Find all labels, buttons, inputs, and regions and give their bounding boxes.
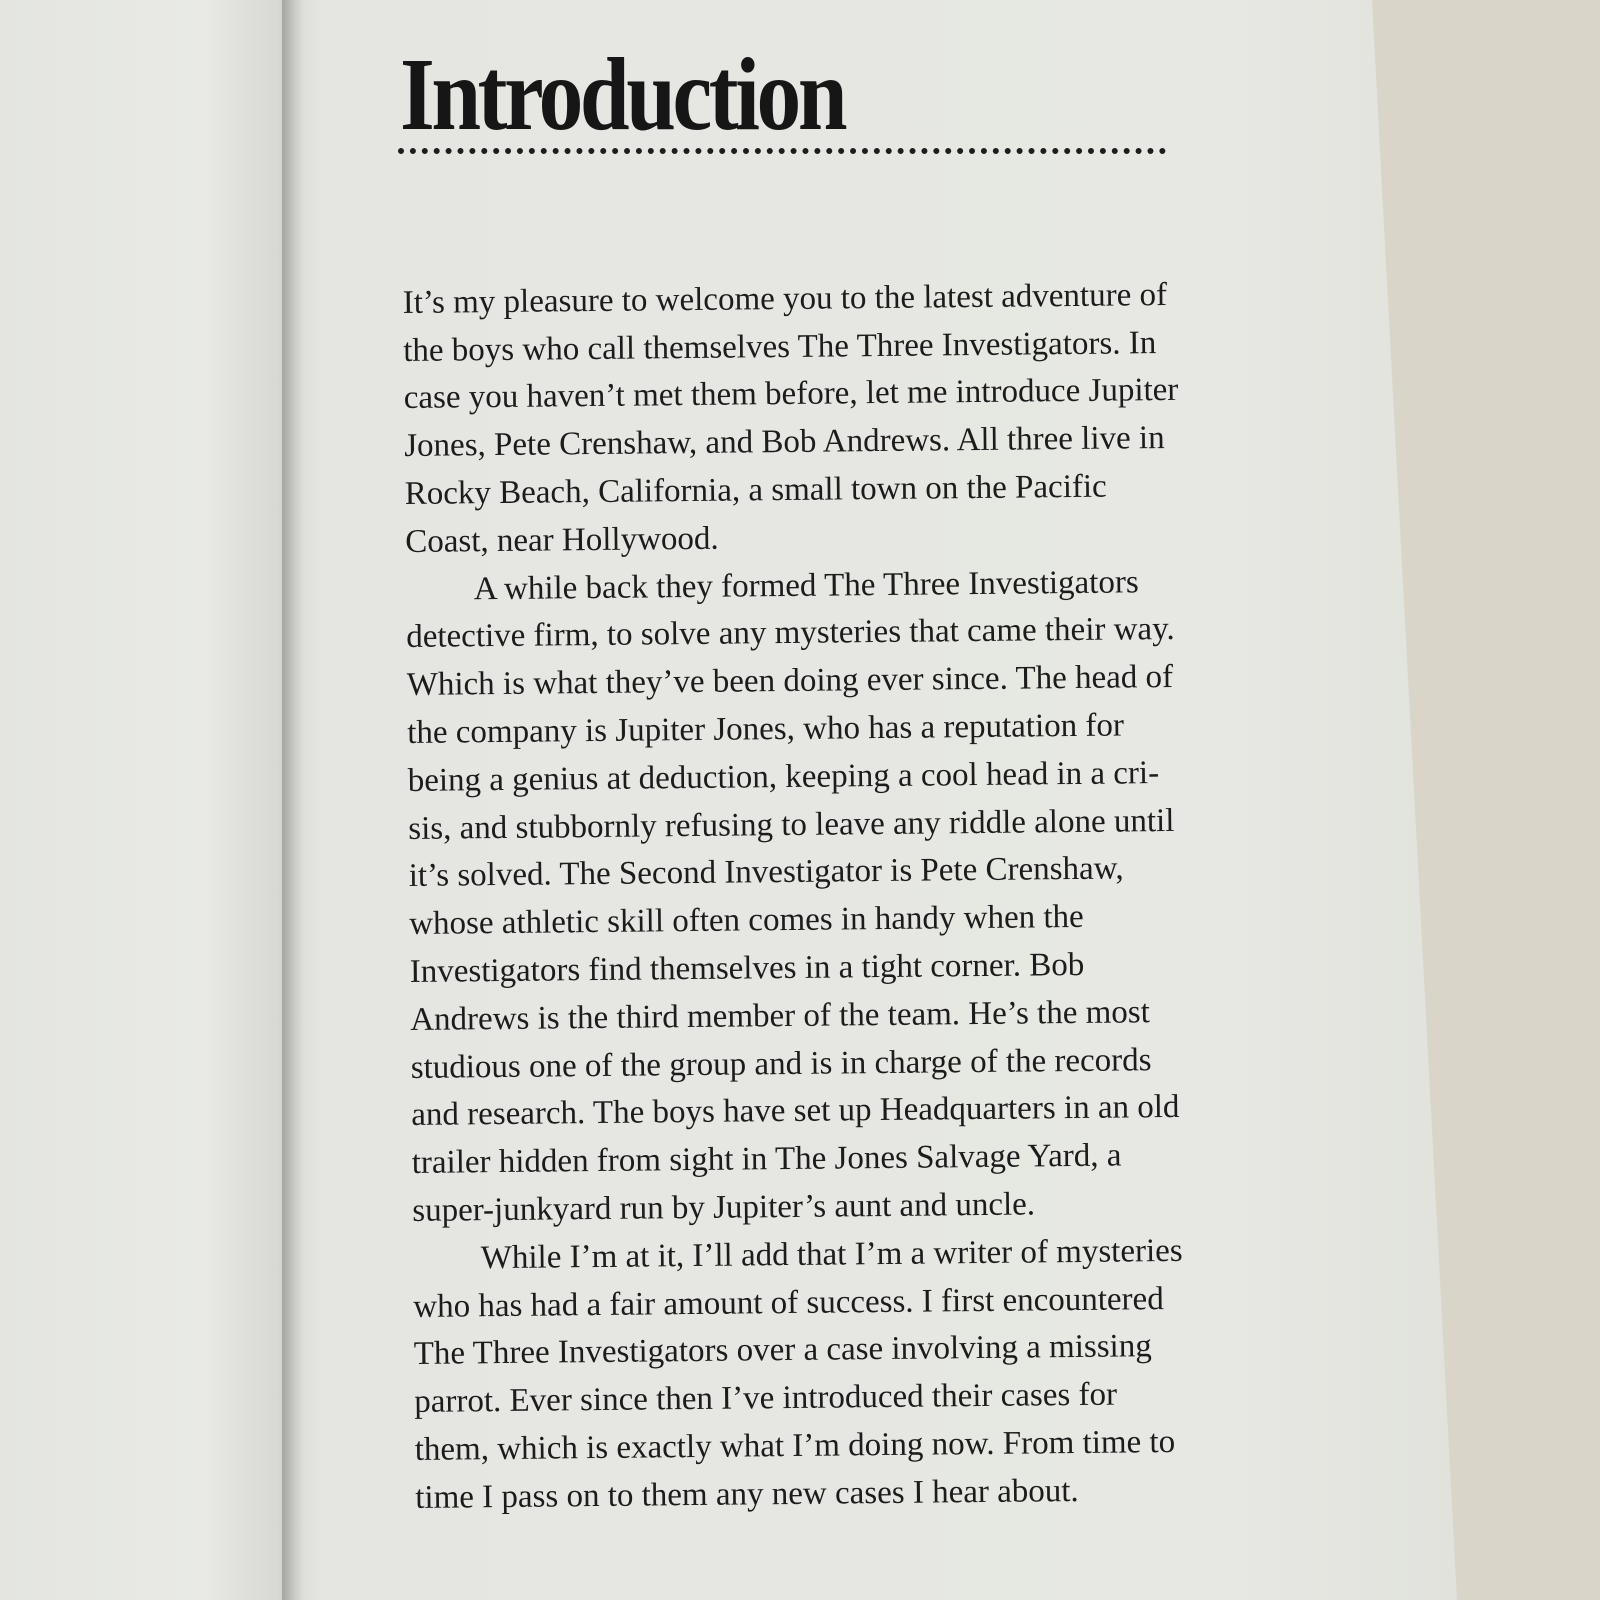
text-line: who has had a fair amount of success. I first encountered	[413, 1280, 1164, 1325]
text-line: the company is Jupiter Jones, who has a reputation for	[407, 707, 1125, 751]
facing-page	[0, 0, 290, 1600]
page-heading: Introduction	[400, 37, 845, 152]
text-line: parrot. Ever since then I’ve introduced their cases for	[414, 1376, 1118, 1421]
text-line: case you haven’t met them before, let me introduce Jupiter	[403, 372, 1179, 417]
body-text	[402, 222, 1335, 1522]
text-line: Coast, near Hollywood.	[405, 520, 719, 560]
text-line: the boys who call themselves The Three Investigators. In	[403, 324, 1157, 369]
text-line: being a genius at deduction, keeping a cool head in a cri-	[407, 754, 1160, 799]
text-line: them, which is exactly what I’m doing now. From time to	[414, 1423, 1176, 1468]
paragraph	[413, 1226, 1336, 1522]
text-line: detective firm, to solve any mysteries that came their way.	[406, 611, 1175, 656]
text-line: whose athletic skill often comes in handy when the	[409, 899, 1084, 943]
text-line: time I pass on to them any new cases I hear about.	[415, 1472, 1079, 1516]
text-line: A while back they formed The Three Investigators	[473, 563, 1139, 607]
gutter-shadow	[282, 0, 304, 1600]
paragraph	[406, 557, 1333, 1236]
text-line: Investigators find themselves in a tight corner. Bob	[409, 946, 1085, 990]
text-line: trailer hidden from sight in The Jones Salvage Yard, a	[411, 1137, 1122, 1182]
text-line: Jones, Pete Crenshaw, and Bob Andrews. All three live in	[404, 420, 1165, 465]
text-line: Rocky Beach, California, a small town on the Pacific	[404, 468, 1107, 512]
text-line: it’s solved. The Second Investigator is Pete Crenshaw,	[408, 850, 1124, 895]
text-line: Andrews is the third member of the team. He’s the most	[410, 993, 1150, 1038]
dotted-rule	[398, 148, 1166, 154]
text-line: and research. The boys have set up Headquarters in an old	[411, 1089, 1180, 1134]
text-line: It’s my pleasure to welcome you to the latest adventure of	[402, 276, 1168, 321]
text-line: The Three Investigators over a case involving a missing	[413, 1328, 1152, 1373]
paragraph	[402, 222, 1325, 566]
text-line: Which is what they’ve been doing ever since. The head of	[406, 659, 1174, 704]
text-line: super-junkyard run by Jupiter’s aunt and uncle.	[412, 1186, 1036, 1229]
text-line: While I’m at it, I’ll add that I’m a writer of mysteries	[480, 1232, 1183, 1276]
text-line: sis, and stubbornly refusing to leave any riddle alone until	[408, 802, 1175, 847]
text-line: studious one of the group and is in charge of the records	[410, 1041, 1152, 1086]
